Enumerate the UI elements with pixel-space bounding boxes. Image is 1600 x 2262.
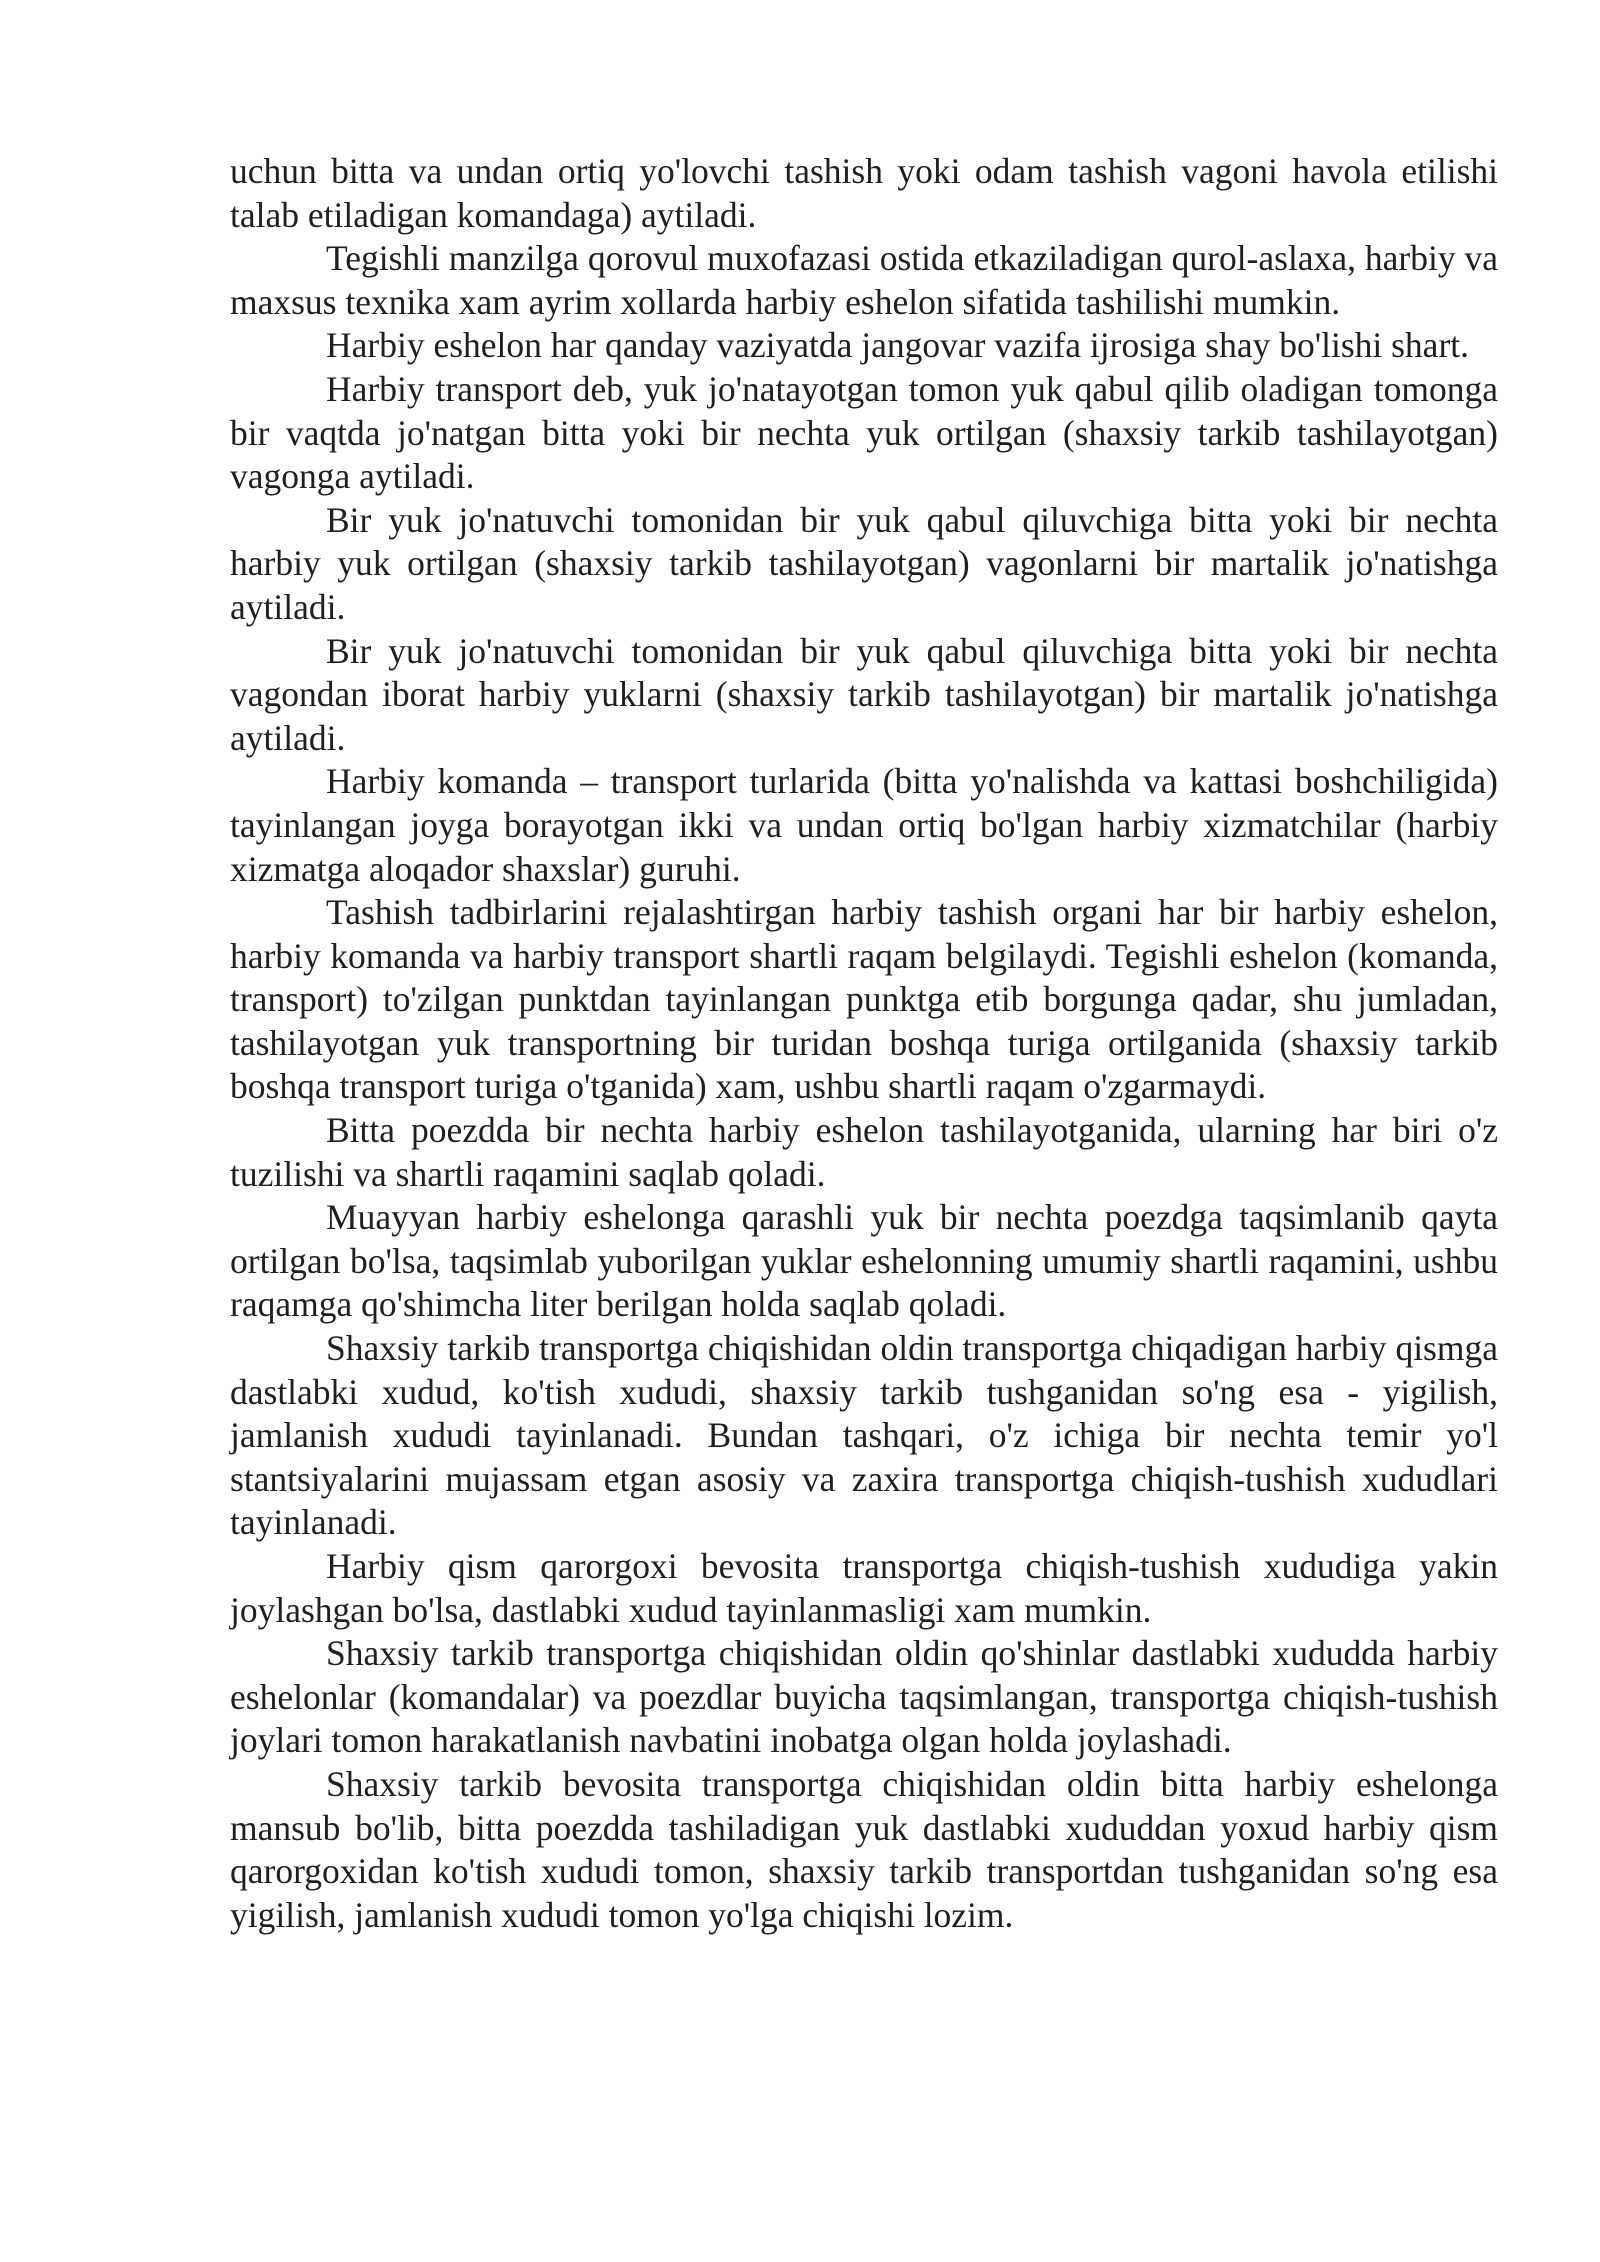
paragraph-assembly-areas: Shaxsiy tarkib transportga chiqishidan oldin transportga chiqadigan harbiy qismga dastlabki xudud, ko'tish xududi, shaxsiy tarkib tushganidan so'ng esa - yigilish, jamlanish xududi tayinlanadi. Bundan tashqari, o'z ichiga bir nechta temir yo'l stantsiyalarini mujassam etgan asosiy va zaxira transportga chiqish-tushish xududlari tayinlanadi. — [230, 1328, 1498, 1543]
paragraph-conditional-number: Tashish tadbirlarini rejalashtirgan harbiy tashish organi har bir harbiy eshelon, harbiy komanda va harbiy transport shartli raqam belgilaydi. Tegishli eshelon (komanda, transport) to'zilgan punktdan tayinlangan punktga etib borgunga qadar, shu jumladan, tashilayotgan yuk transportning bir turidan boshqa turiga ortilganida (shaxsiy tarkib boshqa transport turiga o'tganida) xam, ushbu shartli raqam o'zgarmaydi. — [230, 892, 1498, 1107]
paragraph-cargo-split-liter: Muayyan harbiy eshelonga qarashli yuk bir nechta poezdga taqsimlanib qayta ortilgan bo'lsa, taqsimlab yuborilgan yuklar eshelonning umumiy shartli raqamini, ushbu raqamga qo'shimcha liter berilgan holda saqlab qoladi. — [230, 1197, 1498, 1325]
document-page — [230, 150, 1498, 1937]
paragraph-multiple-echelons-train: Bitta poezdda bir nechta harbiy eshelon tashilayotganida, ularning har biri o'z tuzilishi va shartli raqamini saqlab qoladi. — [230, 1110, 1498, 1194]
paragraph-echelon-readiness: Harbiy eshelon har qanday vaziyatda jangovar vazifa ijrosiga shay bo'lishi shart. — [326, 325, 1470, 366]
paragraph-single-shipment-wagons: Bir yuk jo'natuvchi tomonidan bir yuk qabul qiluvchiga bitta yoki bir nechta harbiy yuk ortilgan (shaxsiy tarkib tashilayotgan) vagonlarni bir martalik jo'natishga aytiladi. — [230, 499, 1498, 627]
paragraph-escorted-weapons: Tegishli manzilga qorovul muxofazasi ostida etkaziladigan qurol-aslaxa, harbiy va maxsus texnika xam ayrim xollarda harbiy eshelon sifatida tashilishi mumkin. — [230, 238, 1498, 322]
paragraph-single-shipment-cargo: Bir yuk jo'natuvchi tomonidan bir yuk qabul qiluvchiga bitta yoki bir nechta vagondan iborat harbiy yuklarni (shaxsiy tarkib tashilayotgan) bir martalik jo'natishga aytiladi. — [230, 630, 1498, 758]
paragraph-movement-to-loading: Shaxsiy tarkib bevosita transportga chiqishidan oldin bitta harbiy eshelonga mansub bo'lib, bitta poezdda tashiladigan yuk dastlabki xududdan yoxud harbiy qism qarorgoxidan ko'tish xududi tomon, shaxsiy tarkib transportdan tushganidan so'ng esa yigilish, jamlanish xududi tomon yo'lga chiqishi lozim. — [230, 1763, 1498, 1935]
paragraph-continuation: uchun bitta va undan ortiq yo'lovchi tashish yoki odam tashish vagoni havola etilishi talab etiladigan komandaga) aytiladi. — [230, 151, 1498, 235]
paragraph-initial-area-placement: Shaxsiy tarkib transportga chiqishidan oldin qo'shinlar dastlabki xududda harbiy eshelonlar (komandalar) va poezdlar buyicha taqsimlangan, transportga chiqish-tushish joylari tomon harakatlanish navbatini inobatga olgan holda joylashadi. — [230, 1633, 1498, 1761]
paragraph-military-team-definition: Harbiy komanda – transport turlarida (bitta yo'nalishda va kattasi boshchiligida) tayinlangan joyga borayotgan ikki va undan ortiq bo'lgan harbiy xizmatchilar (harbiy xizmatga aloqador shaxslar) guruhi. — [230, 761, 1498, 889]
paragraph-military-transport-definition: Harbiy transport deb, yuk jo'natayotgan tomon yuk qabul qilib oladigan tomonga bir vaqtda jo'natgan bitta yoki bir nechta yuk ortilgan (shaxsiy tarkib tashilayotgan) vagonga aytiladi. — [230, 368, 1498, 497]
paragraph-headquarters-near: Harbiy qism qarorgoxi bevosita transportga chiqish-tushish xududiga yakin joylashgan bo'lsa, dastlabki xudud tayinlanmasligi xam mumkin. — [230, 1546, 1498, 1630]
